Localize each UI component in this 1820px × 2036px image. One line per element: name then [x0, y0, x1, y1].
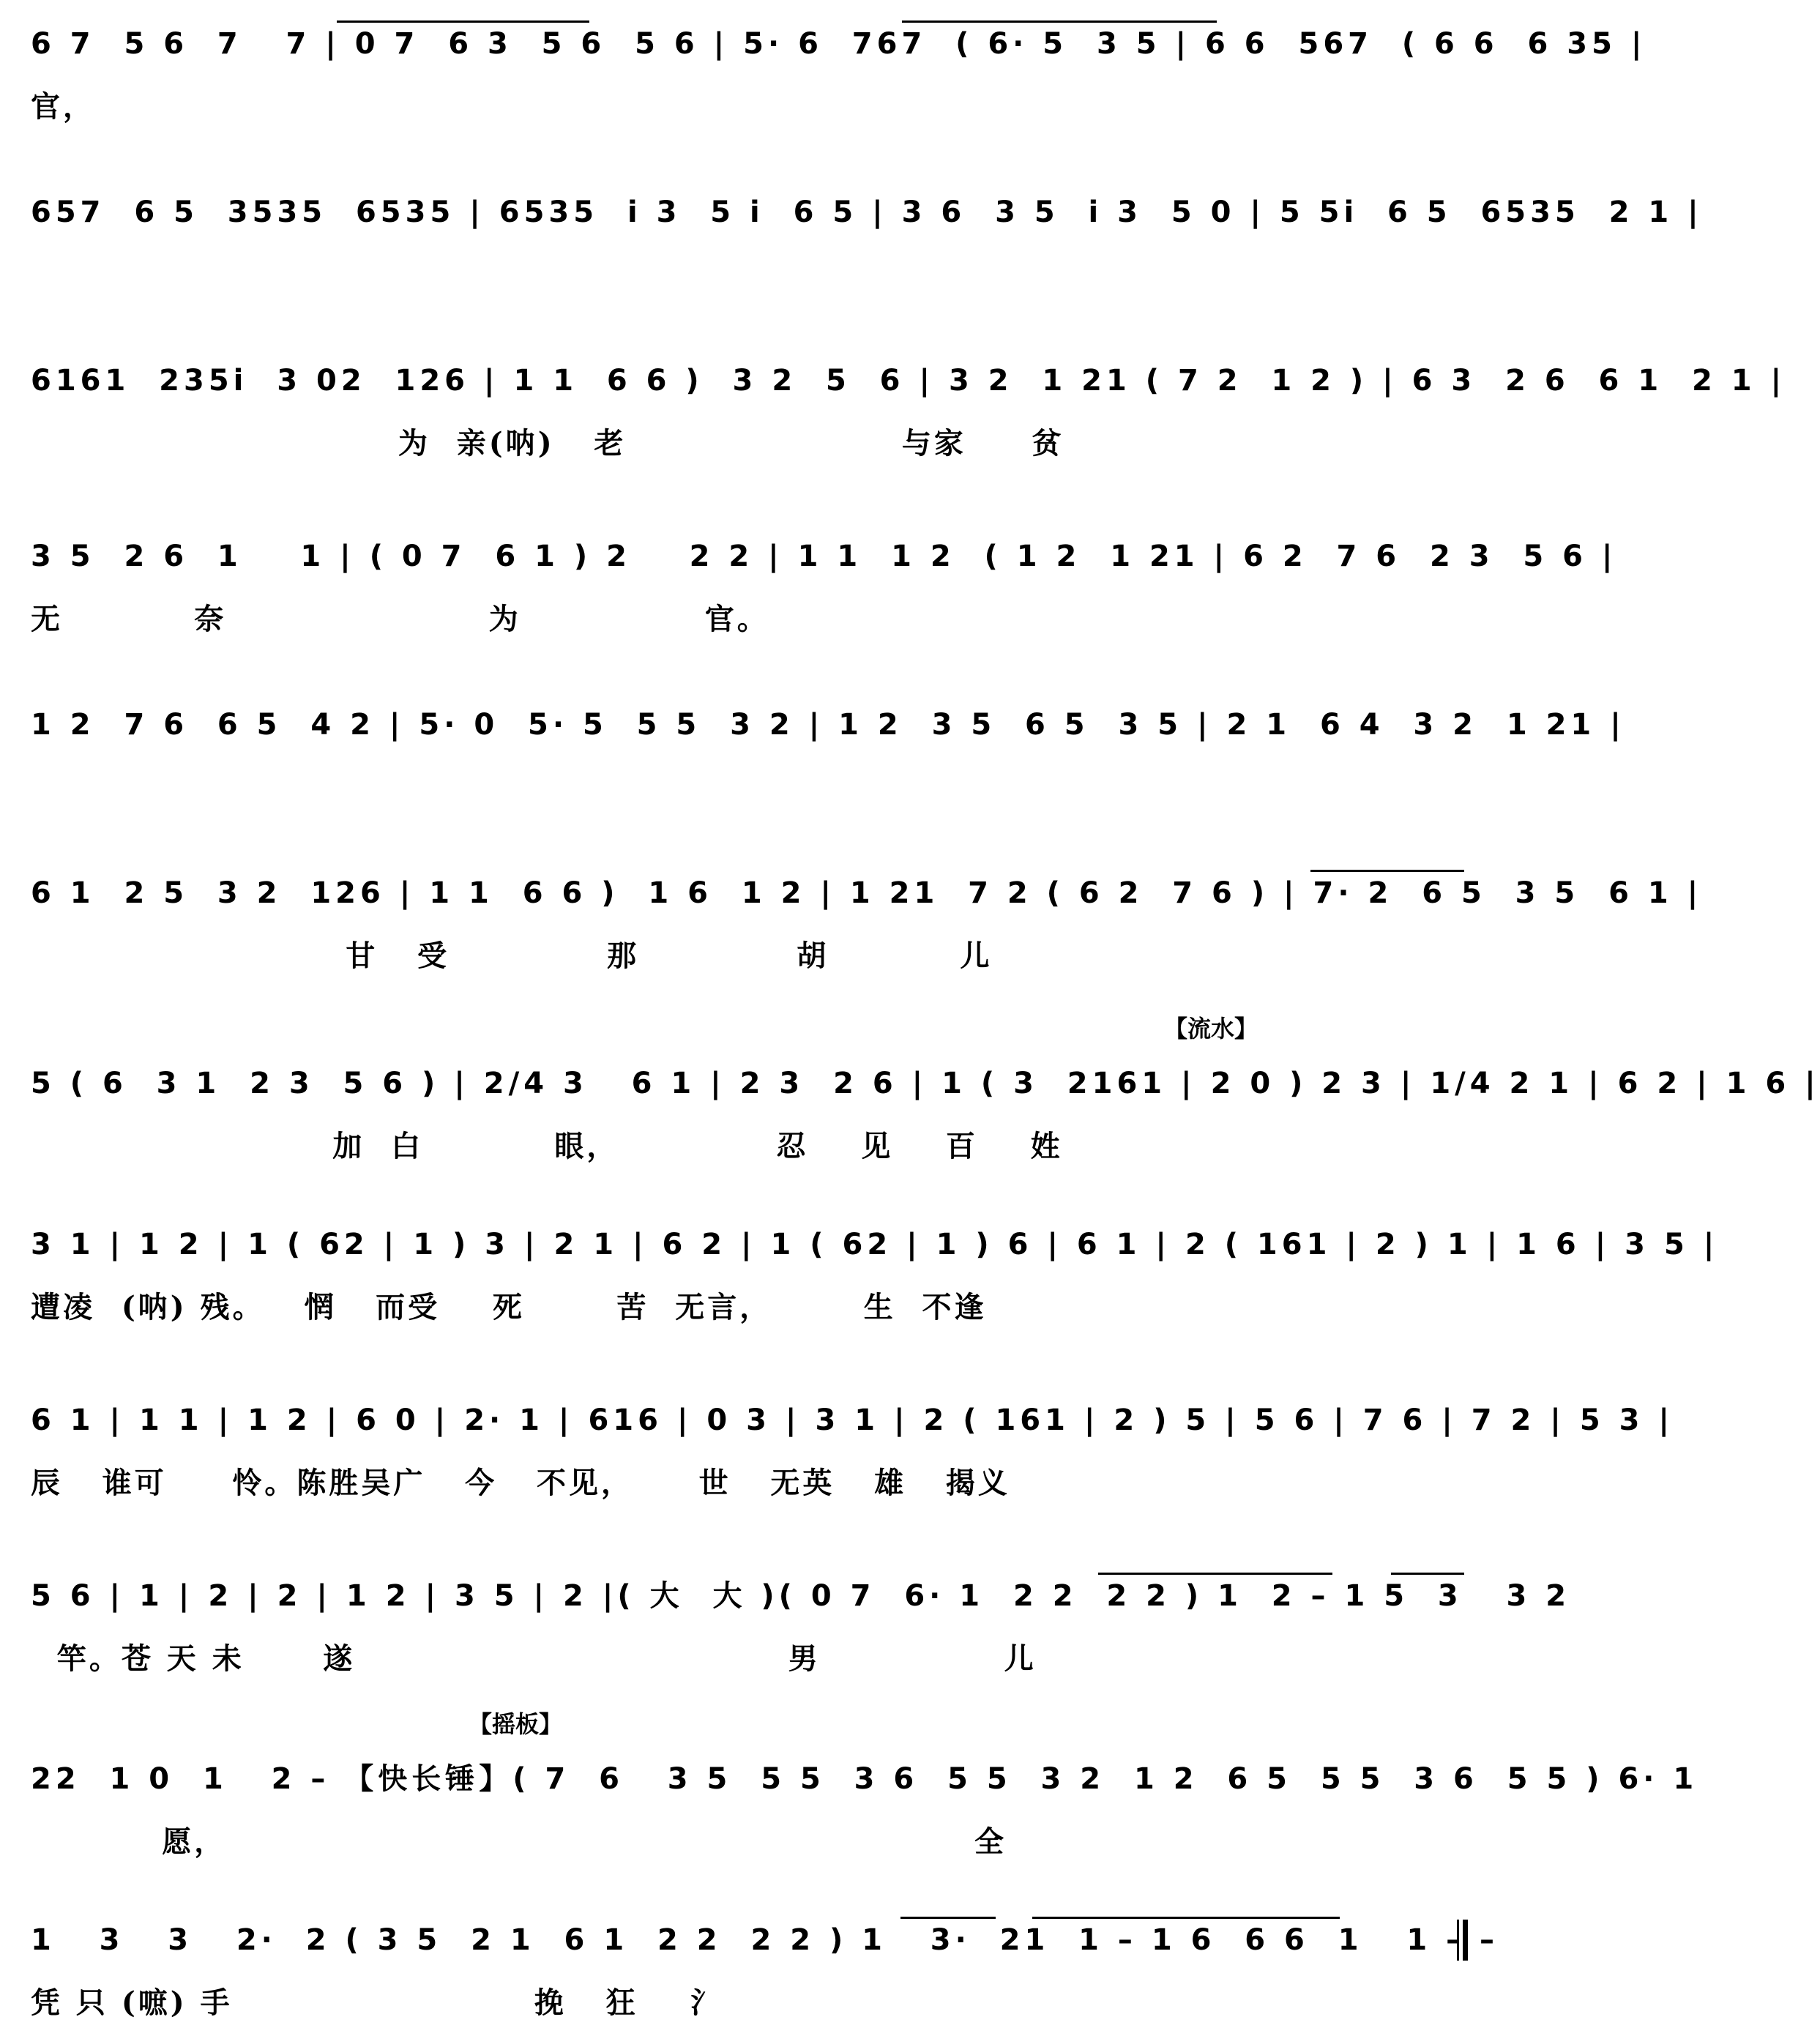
score-system-6: [0, 864, 1703, 981]
lyrics-line: 遭凌 (呐) 残。 惘 而受 死 苦 无言， 生 不逢: [31, 1290, 987, 1324]
lyrics-line: 加 白 眼， 忍 见 百 姓: [31, 1129, 1063, 1163]
notation-line: 3 5 2 6 1 1 | ( 0 7 6 1 ) 2 2 2 | 1 1 1 2 ( 1 2 1 21 | 6 2 7 6 2 3 5 6 |: [31, 540, 1617, 573]
score-system-9: [0, 1391, 1674, 1508]
lyrics-line: 为 亲(呐) 老 与家 贫: [31, 426, 1064, 460]
lyrics-line: 无 奈 为 官。: [31, 602, 769, 636]
score-system-12: [0, 1911, 1499, 2028]
lyrics-line: [31, 253, 1466, 297]
notation-line: 6161 235i 3 02 126 | 1 1 6 6 ) 3 2 5 6 | 3 2 1 21 ( 7 2 1 2 ) | 6 3 2 6 6 1 2 1 |: [31, 364, 1786, 398]
lyrics-line: 辰 谁可 怜。陈胜吴广 今 不见， 世 无英 雄 揭义: [31, 1466, 1010, 1500]
score-system-5: [0, 696, 1625, 813]
notation-line: 3 1 | 1 2 | 1 ( 62 | 1 ) 3 | 2 1 | 6 2 | 1 ( 62 | 1 ) 6 | 6 1 | 2 ( 161 | 2 ) 1 | 1 6 | 3 5 |: [31, 1228, 1719, 1261]
section-marker: 【摇板】: [469, 1710, 563, 1738]
score-system-1: [0, 15, 1646, 132]
section-marker: 【流水】: [1164, 1015, 1258, 1043]
score-system-8: [0, 1215, 1719, 1332]
lyrics-line: 愿， 全: [31, 1824, 1007, 1859]
lyrics-line: 竿。苍 天 未 遂 男 儿: [31, 1641, 1037, 1676]
lyrics-line: [31, 766, 1466, 810]
notation-line: 657 6 5 3535 6535 | 6535 i 3 5 i 6 5 | 3 6 3 5 i 3 5 0 | 5 5i 6 5 6535 2 1 |: [31, 195, 1703, 229]
notation-line: 1 2 7 6 6 5 4 2 | 5· 0 5· 5 5 5 3 2 | 1 2 3 5 6 5 3 5 | 2 1 6 4 3 2 1 21 |: [31, 708, 1625, 742]
score-system-2: [0, 183, 1703, 300]
final-barline: [1457, 1920, 1468, 1961]
score-system-11: [0, 1710, 1698, 1867]
lyrics-line: 官，: [31, 89, 95, 124]
notation-line: 6 1 | 1 1 | 1 2 | 6 0 | 2· 1 | 616 | 0 3 | 3 1 | 2 ( 161 | 2 ) 5 | 5 6 | 7 6 | 7 2 | 5 3 |: [31, 1403, 1674, 1437]
notation-line: 1 3 3 2· 2 ( 3 5 2 1 6 1 2 2 2 2 ) 1 3· 21 1 – 1 6 6 6 1 1 – –: [31, 1923, 1499, 1957]
score-system-10: [0, 1567, 1571, 1684]
notation-line: 5 ( 6 3 1 2 3 5 6 ) | 2/4 3 6 1 | 2 3 2 6 | 1 ( 3 2161 | 2 0 ) 2 3 | 1/4 2 1 | 6 2 | 1 6 |: [31, 1067, 1820, 1100]
notation-line: 6 1 2 5 3 2 126 | 1 1 6 6 ) 1 6 1 2 | 1 21 7 2 ( 6 2 7 6 ) | 7· 2 6 5 3 5 6 1 |: [31, 876, 1703, 910]
lyrics-line: 甘 受 那 胡 儿: [31, 939, 993, 973]
notation-line: 5 6 | 1 | 2 | 2 | 1 2 | 3 5 | 2 |( 大 大 )( 0 7 6· 1 2 2 2 2 ) 1 2 – 1 5 3 3 2: [31, 1579, 1571, 1613]
score-system-7: [0, 1015, 1820, 1171]
lyrics-line: 凭 只 (嗻) 手 挽 狂 氵: [31, 1985, 723, 2020]
notation-line: 6 7 5 6 7 7 | 0 7 6 3 5 6 5 6 | 5· 6 767 ( 6· 5 3 5 | 6 6 567 ( 6 6 6 35 |: [31, 27, 1646, 61]
notation-line: 22 1 0 1 2 – 【快长锤】( 7 6 3 5 5 5 3 6 5 5 3 2 1 2 6 5 5 5 3 6 5 5 ) 6· 1: [31, 1762, 1698, 1796]
score-system-4: [0, 527, 1617, 644]
score-system-3: [0, 351, 1786, 469]
